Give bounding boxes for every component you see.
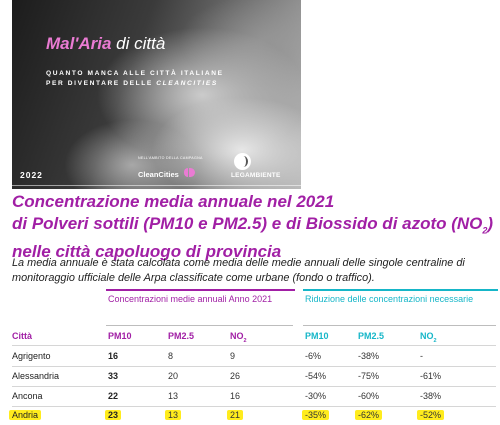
highlighted-reduction-pm10: -35% <box>302 410 329 420</box>
cover-subtitle-line2-prefix: PER DIVENTARE DELLE <box>46 80 157 87</box>
cell-reduction-no2: -38% <box>420 391 442 401</box>
cell-reduction-no2: -61% <box>420 371 442 381</box>
cell-pm10: 22 <box>108 391 119 401</box>
headline-line2-close: ) <box>487 213 494 233</box>
cell-reduction-pm10: -54% <box>305 371 327 381</box>
column-header-reduction-no2-text: NO <box>420 331 434 341</box>
table-row <box>12 387 496 406</box>
report-cover <box>12 0 301 189</box>
column-header-city: Città <box>12 331 32 341</box>
headline-line2 <box>12 213 496 242</box>
cell-reduction-pm25: -38% <box>358 351 380 361</box>
column-header-reduction-no2-subscript: 2 <box>433 337 437 344</box>
column-header-reduction-pm25: PM2.5 <box>358 331 385 341</box>
group-underline-concentration <box>106 325 293 326</box>
cover-subtitle-line2 <box>46 79 224 89</box>
header-divider <box>12 345 496 346</box>
headline-line2-text: di Polveri sottili (PM10 e PM2.5) e di Biossido di azoto (NO <box>12 213 483 233</box>
table-row <box>12 347 496 366</box>
headline-line3: nelle città capoluogo di provincia <box>12 242 282 262</box>
group-header-reduction: Riduzione delle concentrazioni necessarie <box>303 294 498 305</box>
cleancities-mark-icon <box>184 168 188 177</box>
highlighted-reduction-no2: -52% <box>417 410 444 420</box>
campaign-note: NELL'AMBITO DELLA CAMPAGNA <box>138 156 203 160</box>
column-header-pm25: PM2.5 <box>168 331 195 341</box>
page-headline <box>12 191 496 263</box>
cleancities-mark-icon-right <box>189 168 195 177</box>
table-row-highlighted <box>12 406 496 425</box>
cell-city <box>12 410 41 420</box>
cover-subtitle-line2-italic: CLEANCITIES <box>156 80 218 87</box>
column-header-reduction-pm10: PM10 <box>305 331 329 341</box>
cover-year: 2022 <box>20 170 43 180</box>
cell-pm10 <box>108 410 121 420</box>
cover-subtitle-line1: QUANTO MANCA ALLE CITTÀ ITALIANE <box>46 70 224 77</box>
cleancities-logo: CleanCities <box>138 170 179 179</box>
highlighted-reduction-pm25: -62% <box>355 410 382 420</box>
cell-reduction-no2: - <box>420 351 423 361</box>
cell-no2: 9 <box>230 351 236 361</box>
cell-city: Agrigento <box>12 351 51 361</box>
column-header-no2 <box>230 331 247 344</box>
highlighted-pm10: 23 <box>105 410 121 420</box>
cell-pm25: 8 <box>168 351 174 361</box>
cell-reduction-pm25: -75% <box>358 371 380 381</box>
cover-subtitle <box>46 69 224 89</box>
cell-reduction-pm10 <box>305 410 329 420</box>
cell-reduction-no2 <box>420 410 444 420</box>
cell-reduction-pm25: -60% <box>358 391 380 401</box>
table-row <box>12 367 496 386</box>
cover-divider <box>12 185 301 186</box>
column-header-no2-text: NO <box>230 331 244 341</box>
cover-title <box>46 34 165 54</box>
column-header-no2-subscript: 2 <box>243 337 247 344</box>
cell-no2: 26 <box>230 371 241 381</box>
intro-paragraph: La media annuale è stata calcolata come media delle medie annuali delle singole centraline di monitoraggio ufficiale delle Arpa classificate come urbane (fondo o traffico). <box>12 257 465 284</box>
highlighted-city: Andria <box>9 410 41 420</box>
highlighted-pm25: 13 <box>165 410 181 420</box>
cell-city: Alessandria <box>12 371 60 381</box>
cover-title-brand: Mal'Aria <box>46 34 112 53</box>
cell-no2 <box>230 410 243 420</box>
headline-line1: Concentrazione media annuale nel 2021 <box>12 192 335 211</box>
cell-pm25: 20 <box>168 371 179 381</box>
cell-reduction-pm25 <box>358 410 382 420</box>
cover-title-rest: di città <box>111 34 166 53</box>
column-header-pm10: PM10 <box>108 331 132 341</box>
cell-pm25 <box>168 410 181 420</box>
cell-no2: 16 <box>230 391 241 401</box>
group-header-concentration: Concentrazioni medie annuali Anno 2021 <box>106 294 295 305</box>
column-header-reduction-no2 <box>420 331 437 344</box>
legambiente-logo: LEGAMBIENTE <box>231 172 281 179</box>
cell-pm25: 13 <box>168 391 179 401</box>
concentration-table <box>12 294 496 425</box>
legambiente-emblem-icon <box>234 153 251 170</box>
cell-city: Ancona <box>12 391 43 401</box>
highlighted-no2: 21 <box>227 410 243 420</box>
group-underline-reduction <box>303 325 496 326</box>
cell-pm10: 33 <box>108 371 119 381</box>
cell-pm10: 16 <box>108 351 119 361</box>
cell-reduction-pm10: -30% <box>305 391 327 401</box>
headline-line2-subscript: 2 <box>482 224 488 235</box>
cell-reduction-pm10: -6% <box>305 351 322 361</box>
